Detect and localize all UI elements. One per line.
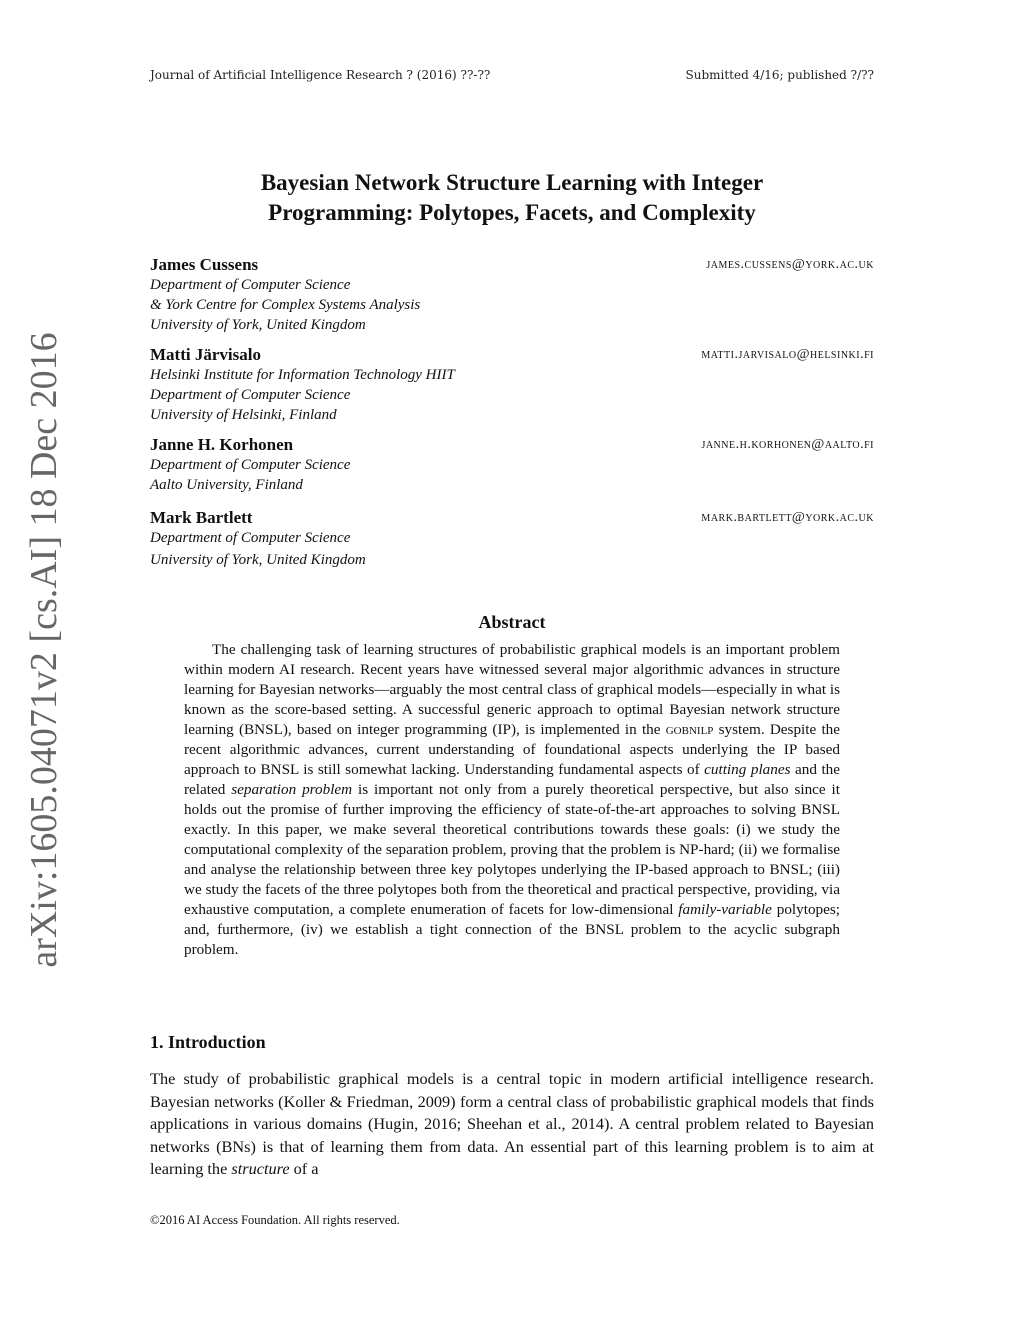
abstract-text-segment: polytopes; and, furthermore, (iv) we establish a tight connection of the BNSL problem to the acyclic subgraph problem. [184,901,841,958]
author-affiliation: University of York, United Kingdom [150,317,366,333]
arxiv-identifier: arXiv:1605.04071v2 [cs.AI] 18 Dec 2016 [23,332,65,968]
author-name: Matti Järvisalo [150,345,261,364]
author-block [150,255,874,335]
introduction-text [150,1068,874,1181]
author-affiliation: University of York, United Kingdom [150,552,366,568]
author-email: mark.bartlett@york.ac.uk [701,510,874,525]
abstract-text-segment: system. Despite the recent algorithmic advances, current understanding of foundational aspects underlying the IP based approach to BNSL is still somewhat lacking. Understanding fundamental aspects of [184,721,840,778]
title-line-2: Programming: Polytopes, Facets, and Complexity [268,200,756,225]
emphasis-term: separation problem [231,781,353,798]
author-name: James Cussens [150,255,259,274]
author-block [150,508,874,570]
author-block [150,345,874,425]
author-email: janne.h.korhonen@aalto.fi [701,437,874,452]
abstract-text-segment: The challenging task of learning structures of probabilistic graphical models is an important problem within modern AI research. Recent years have witnessed several major algorithmic advances in structure learning for Bayesian networks—arguably the most central class of graphical models—especially in what is known as the score-based setting. A successful generic approach to optimal Bayesian network structure learning (BNSL), based on integer programming (IP), is implemented in the [184,641,840,738]
author-affiliation: University of Helsinki, Finland [150,407,337,423]
author-name: Mark Bartlett [150,508,253,527]
emphasis-term: cutting planes [704,761,791,778]
author-name: Janne H. Korhonen [150,435,294,454]
intro-text-segment: The study of probabilistic graphical models is a central topic in modern artificial intelligence research. Bayesian networks (Koller & Friedman, 2009) form a central class of probabilistic graphical models that finds applications in various domains (Hugin, 2016; Sheehan et al., 2014). A central problem related to Bayesian networks (BNs) is that of learning them from data. An essential part of this learning problem is to aim at learning the [150,1069,874,1178]
title-line-1: Bayesian Network Structure Learning with Integer [260,170,764,195]
author-affiliation: Department of Computer Science [150,457,351,473]
section-heading-introduction: 1. Introduction [150,1032,266,1052]
emphasis-term: structure [231,1159,290,1178]
abstract-heading: Abstract [478,612,546,632]
abstract-text [184,640,840,960]
paper-title [150,168,874,228]
author-affiliation: Helsinki Institute for Information Technology HIIT [150,367,455,383]
author-affiliation: & York Centre for Complex Systems Analysis [150,297,421,313]
journal-citation: Journal of Artificial Intelligence Research ? (2016) ??-?? [150,68,491,82]
author-affiliation: Aalto University, Finland [150,477,303,493]
intro-text-segment: of a [289,1159,319,1178]
author-affiliation: Department of Computer Science [150,387,351,403]
abstract-text-segment: is important not only from a purely theoretical perspective, but also since it holds out the promise of further improving the efficiency of state-of-the-art approaches to solving BNSL exactly. In this paper, we make several theoretical contributions towards these goals: (i) we study the computational complexity of the separation problem, proving that the problem is NP-hard; (ii) we formalise and analyse the relationship between three key polytopes underlying the IP-based approach to BNSL; (iii) we study the facets of the three polytopes both from the theoretical and practical perspective, providing, via exhaustive computation, a complete enumeration of facets for low-dimensional [184,781,840,918]
system-name: gobnilp [665,721,714,738]
author-block [150,435,874,495]
submission-info: Submitted 4/16; published ?/?? [685,68,874,82]
author-email: matti.jarvisalo@helsinki.fi [701,347,874,362]
emphasis-term: family-variable [678,901,772,918]
author-affiliation: Department of Computer Science [150,530,351,546]
copyright-notice: ©2016 AI Access Foundation. All rights reserved. [150,1213,400,1227]
author-email: james.cussens@york.ac.uk [706,257,874,272]
abstract-text-segment: and the related [184,761,840,798]
author-affiliation: Department of Computer Science [150,277,351,293]
